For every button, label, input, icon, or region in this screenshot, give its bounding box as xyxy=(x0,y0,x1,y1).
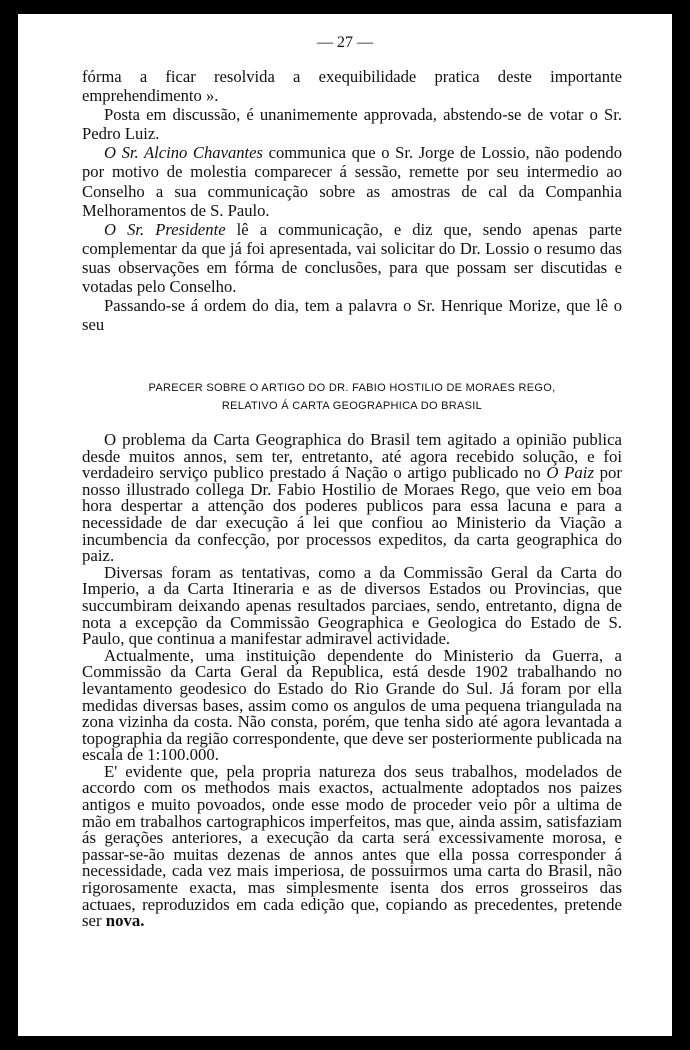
paragraph-problem xyxy=(82,432,622,565)
section-heading-line-1: PARECER SOBRE O ARTIGO DO DR. FABIO HOSTILIO DE MORAES REGO, xyxy=(148,382,556,394)
paragraph-continuation: fórma a ficar resolvida a exequibilidade pratica deste importante emprehendimento ». xyxy=(82,67,622,106)
paragraph-current-commission: Actualmente, uma instituição dependente do Ministerio da Guerra, a Commissão da Carta Geral da Republica, está desde 1902 trabalhando no levantamento geodesico do Estado do Rio Grande do Sul. Já foram por ella medidas diversas bases, assim como os angulos de uma pequena triangulada na zona vizinha da costa. Não consta, porém, que tenha sido até agora levantada a topographia da região correspondente, que deve ser posteriormente publicada na escala de 1:100.000. xyxy=(82,645,622,765)
paragraph-text: por nosso illustrado collega Dr. Fabio Hostilio de Moraes Rego, que veio em boa hora despertar a attenção dos poderes publicos para essa lacuna e para a necessidade de dar execução á lei que confiou ao Ministerio da Viação a incumbencia da confecção, por processos expeditos, da carta geographica do paiz. xyxy=(82,463,622,566)
newspaper-title: O Paiz xyxy=(546,463,594,483)
paragraph-approval: Posta em discussão, é unanimemente approvada, abstendo-se de votar o Sr. Pedro Luiz. xyxy=(82,105,622,144)
paragraph-attempts: Diversas foram as tentativas, como a da Commissão Geral da Carta do Imperio, a da Carta Itineraria e as de diversos Estados ou Provincias, que succumbiram deixando apenas resultados parciaes, sendo, entretanto, digna de nota a excepção da Commissão Geographica e Geologica do Estado de S. Paulo, que continua a manifestar admiravel actividade. xyxy=(82,562,622,649)
speaker-name: O Sr. Presidente xyxy=(104,219,226,239)
paragraph-order-of-day: Passando-se á ordem do dia, tem a palavra o Sr. Henrique Morize, que lê o seu xyxy=(82,296,622,335)
paragraph-text: O problema da Carta Geographica do Brasil tem agitado a opinião publica desde muitos annos, sem ter, entretanto, até agora recebido solução, e foi verdadeiro serviço publico prestado á Nação o artigo publicado no xyxy=(82,430,622,483)
speaker-name: O Sr. Alcino Chavantes xyxy=(104,143,263,163)
page-number: — 27 — xyxy=(317,34,373,51)
paragraph-text: lê a communicação, e diz que, sendo apenas parte complementar da que já foi apresentada, vai solicitar do Dr. Lossio o resumo das suas observações em fórma de conclusões, para que possam ser discutidas e votadas pelo Conselho. xyxy=(82,219,622,297)
minutes-section xyxy=(82,67,622,334)
paragraph-text: communica que o Sr. Jorge de Lossio, não podendo por motivo de molestia comparecer á sessão, remette por seu intermedio ao Conselho a sua communicação sobre as amostras de cal da Companhia Melhoramentos de S. Paulo. xyxy=(82,143,622,220)
document-page xyxy=(18,14,672,1036)
paragraph-final-word: nova. xyxy=(105,911,145,931)
paragraph-presidente xyxy=(82,220,622,296)
paragraph-chavantes xyxy=(82,143,622,219)
section-heading-line-2: RELATIVO Á CARTA GEOGRAPHICA DO BRASIL xyxy=(221,400,483,412)
paragraph-evident xyxy=(82,761,622,931)
paragraph-text: E' evidente que, pela propria natureza dos seus trabalhos, modelados de accordo com os methodos mais exactos, actualmente adoptados nos paizes antigos e muito povoados, onde esse modo de proceder veio pôr a ultima de mão em trabalhos cartographicos imperfeitos, mas que, ainda assim, satisfaziam ás gerações anteriores, a execução da carta será excessivamente morosa, e passar-se-ão muitas dezenas de annos antes que ella possa corresponder á necessidade, cada vez mais imperiosa, de possuirmos uma carta do Brasil, não rigorosamente exacta, mas simplesmente isenta dos erros grosseiros das actuaes, reproduzidos em cada edição que, copiando as precedentes, pretende ser xyxy=(82,761,622,931)
parecer-section xyxy=(82,432,622,930)
